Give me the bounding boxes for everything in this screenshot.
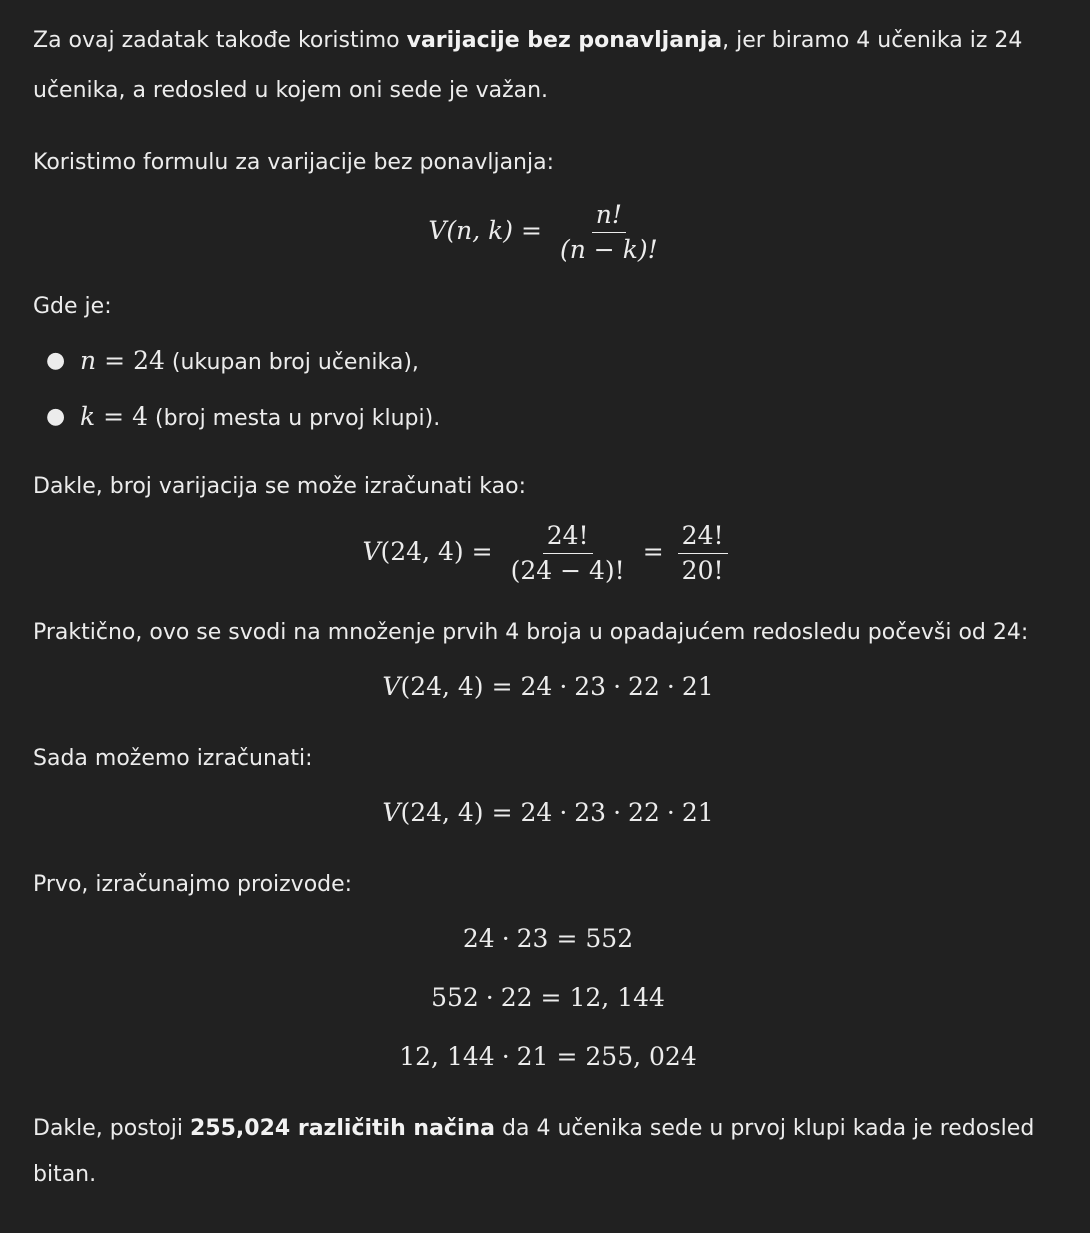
- product-factor: 21: [681, 672, 714, 701]
- product2-V: V: [382, 798, 401, 827]
- calc-eq2: =: [642, 537, 664, 566]
- conclusion-bold: 255,024 različitih načina: [190, 1116, 496, 1141]
- intro-text-rest: , jer biramo 4 učenika iz 24 učenika, a redosled u kojem oni sede je važan.: [33, 28, 1023, 103]
- formula-denominator: (n − k)!: [560, 235, 658, 264]
- product-dot: ·: [666, 672, 675, 701]
- practical-text: Praktično, ovo se svodi na množenje prvih 4 broja u opadajućem redosledu počevši od 24:: [33, 620, 1029, 645]
- var-desc: (broj mesta u prvoj klupi).: [148, 406, 441, 431]
- where-label: Gde je:: [33, 294, 112, 319]
- list-item: [33, 334, 1063, 390]
- calc-fraction-1: [507, 521, 629, 586]
- conclusion-paragraph: [33, 1106, 1063, 1198]
- var-value: 24: [133, 346, 165, 375]
- conclusion-text-rest: da 4 učenika sede u prvoj klupi kada je redosled bitan.: [33, 1116, 1035, 1187]
- intro-text: Za ovaj zadatak takođe koristimo: [33, 28, 407, 53]
- product2-factor: 21: [681, 798, 714, 827]
- formula-intro: Koristimo formulu za varijacije bez ponavljanja:: [33, 150, 555, 175]
- calc-intro: Dakle, broj varijacija se može izračunati kao:: [33, 474, 526, 499]
- intro-bold-term: varijacije bez ponavljanja: [406, 28, 723, 53]
- step-2: [33, 981, 1063, 1015]
- step-eq: =: [556, 924, 578, 953]
- formula-numerator: n!: [592, 200, 626, 233]
- step-dot: ·: [501, 924, 510, 953]
- calc-numerator-1: 24!: [543, 521, 593, 554]
- product2-factor: 24: [520, 798, 553, 827]
- calc-formula: [33, 512, 1063, 592]
- formula-V: V: [428, 216, 447, 245]
- first-calc-text: Prvo, izračunajmo proizvode:: [33, 872, 353, 897]
- step-3: [33, 1040, 1063, 1074]
- calc-args: (24, 4): [380, 537, 464, 566]
- step-1: [33, 922, 1063, 956]
- step-b: 22: [500, 983, 533, 1012]
- product2-args: (24, 4): [400, 798, 484, 827]
- product2-factor: 22: [628, 798, 660, 827]
- step-result: 552: [585, 924, 634, 953]
- var-eq: =: [104, 346, 126, 375]
- step-eq: =: [556, 1042, 578, 1071]
- product-dot: ·: [559, 672, 568, 701]
- formula-args: (n, k): [446, 216, 514, 245]
- formula-eq: =: [521, 216, 542, 245]
- var-name: k: [80, 402, 96, 431]
- product-eq: =: [491, 672, 513, 701]
- product-formula: [33, 670, 1063, 704]
- calc-denominator-1: (24 − 4)!: [510, 556, 625, 585]
- product-factor: 24: [520, 672, 553, 701]
- product-factor: 22: [628, 672, 660, 701]
- step-dot: ·: [501, 1042, 510, 1071]
- calc-denominator-2: 20!: [681, 556, 724, 585]
- calc-eq1: =: [471, 537, 493, 566]
- product2-dot: ·: [559, 798, 568, 827]
- product2-dot: ·: [613, 798, 622, 827]
- step-a: 552: [431, 983, 479, 1012]
- var-name: n: [80, 346, 97, 375]
- var-eq: =: [103, 402, 125, 431]
- var-value: 4: [132, 402, 149, 431]
- variation-formula: [33, 192, 1063, 270]
- calc-numerator-2: 24!: [678, 521, 728, 554]
- product-factor: 23: [574, 672, 607, 701]
- step-a: 24: [462, 924, 495, 953]
- product-V: V: [382, 672, 401, 701]
- product2-eq: =: [491, 798, 513, 827]
- list-item: [33, 390, 1063, 446]
- calc-fraction-2: [678, 521, 728, 586]
- variable-list: [33, 334, 1063, 446]
- step-a: 12, 144: [399, 1042, 495, 1071]
- step-eq: =: [540, 983, 562, 1012]
- bullet-icon: ●: [46, 348, 66, 373]
- now-calc-text: Sada možemo izračunati:: [33, 746, 313, 771]
- conclusion-text: Dakle, postoji: [33, 1116, 190, 1141]
- product-args: (24, 4): [400, 672, 484, 701]
- calc-V: V: [362, 537, 381, 566]
- product-formula-2: [33, 796, 1063, 830]
- step-result: 255, 024: [585, 1042, 697, 1071]
- formula-fraction: [556, 200, 662, 265]
- var-desc: (ukupan broj učenika),: [164, 350, 419, 375]
- step-result: 12, 144: [569, 983, 665, 1012]
- step-b: 21: [516, 1042, 549, 1071]
- intro-paragraph: [33, 16, 1063, 116]
- answer-content: [33, 16, 1063, 1198]
- product-dot: ·: [613, 672, 622, 701]
- product2-dot: ·: [666, 798, 675, 827]
- bullet-icon: ●: [46, 404, 66, 429]
- step-b: 23: [516, 924, 549, 953]
- product2-factor: 23: [574, 798, 607, 827]
- step-dot: ·: [485, 983, 494, 1012]
